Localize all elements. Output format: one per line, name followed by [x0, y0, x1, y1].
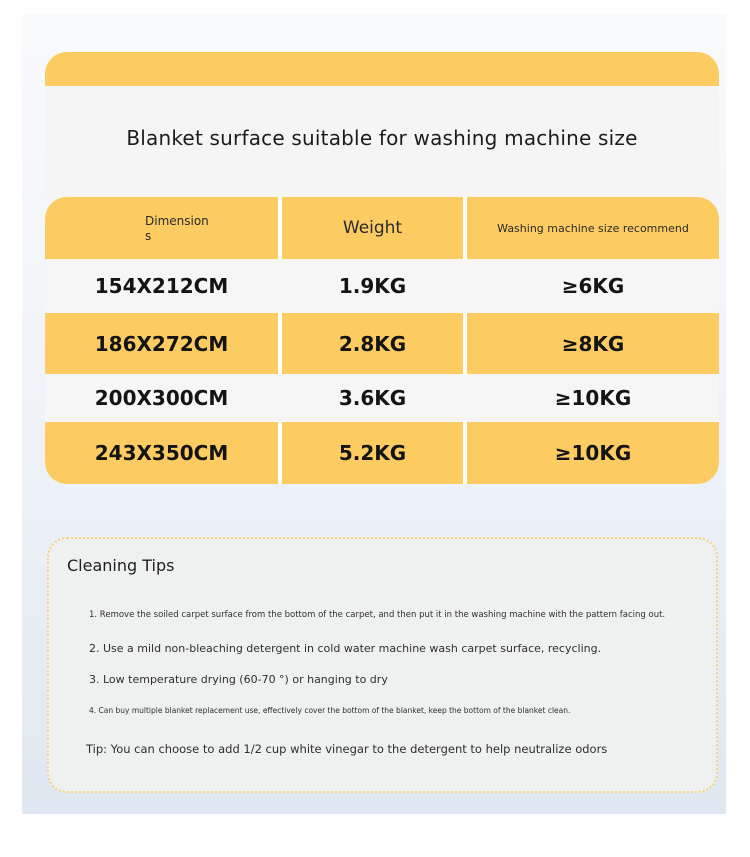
header-weight: Weight — [342, 218, 403, 238]
table-row — [45, 259, 719, 313]
tip-item: 4. Can buy multiple blanket replacement use, effectively cover the bottom of the blanket, keep the bottom of the blanket clean. — [89, 706, 571, 715]
header-washing-machine: Washing machine size recommend — [497, 221, 689, 235]
page-title: Blanket surface suitable for washing machine size — [126, 126, 638, 150]
row-dimensions: 154X212CM — [94, 274, 229, 298]
table-row — [45, 313, 719, 374]
column-divider — [463, 197, 467, 259]
tip-item: 1. Remove the soiled carpet surface from the bottom of the carpet, and then put it in the washing machine with the pattern facing out. — [89, 610, 666, 620]
row-machine-size: ≥8KG — [561, 331, 625, 356]
row-weight: 3.6KG — [338, 386, 407, 410]
table-row — [45, 422, 719, 484]
column-divider — [278, 197, 282, 259]
column-divider — [463, 313, 467, 374]
row-dimensions: 243X350CM — [94, 441, 229, 465]
row-machine-size: ≥6KG — [561, 274, 625, 298]
tip-note: Tip: You can choose to add 1/2 cup white vinegar to the detergent to help neutralize odors — [86, 742, 608, 756]
column-divider — [278, 422, 282, 484]
cleaning-tips-card — [47, 537, 718, 793]
row-machine-size: ≥10KG — [554, 386, 632, 410]
column-divider — [463, 422, 467, 484]
row-dimensions: 200X300CM — [94, 386, 229, 410]
title-accent-strip — [45, 52, 719, 86]
tips-title: Cleaning Tips — [67, 556, 175, 575]
row-weight: 1.9KG — [338, 274, 407, 298]
row-machine-size: ≥10KG — [554, 441, 632, 465]
row-weight: 5.2KG — [338, 441, 407, 465]
title-card — [45, 52, 719, 200]
tip-item: 3. Low temperature drying (60-70 °) or hanging to dry — [89, 673, 388, 686]
header-dimensions-cell — [45, 197, 278, 259]
column-divider — [278, 313, 282, 374]
header-dimensions: Dimensions — [145, 214, 209, 243]
tip-item: 2. Use a mild non-bleaching detergent in cold water machine wash carpet surface, recycling. — [89, 642, 602, 655]
table-header-row — [45, 197, 719, 259]
size-table — [45, 197, 719, 484]
row-dimensions: 186X272CM — [94, 331, 229, 356]
table-row — [45, 374, 719, 422]
row-weight: 2.8KG — [338, 331, 407, 356]
